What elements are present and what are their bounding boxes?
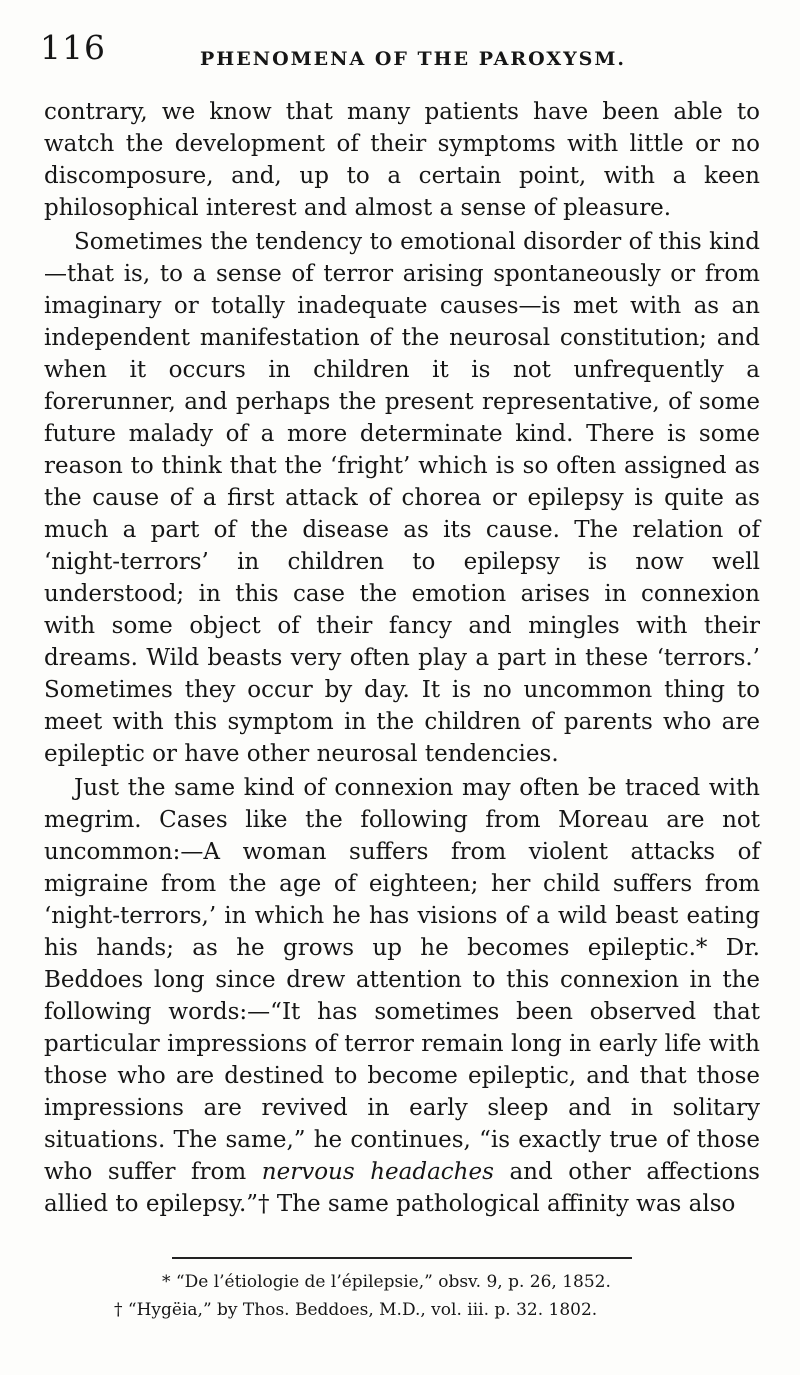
paragraph-text: and other affections allied to epilepsy.”† The same pathological affinity was also bbox=[44, 1159, 760, 1217]
footnote: † “Hygëia,” by Thos. Beddoes, M.D., vol. iii. p. 32. 1802. bbox=[114, 1300, 598, 1320]
running-title: PHENOMENA OF THE PAROXYSM. bbox=[200, 48, 627, 70]
paragraph bbox=[44, 772, 760, 1220]
paragraph-continued: contrary, we know that many patients have been able to watch the development of their symptoms with little or no discomposure, and, up to a certain point, with a keen philosophical interest and almost a sense of pleasure. bbox=[44, 99, 760, 221]
footnote: * “De l’étiologie de l’épilepsie,” obsv. 9, p. 26, 1852. bbox=[162, 1272, 611, 1292]
italic-phrase: nervous headaches bbox=[261, 1159, 494, 1185]
page-header bbox=[40, 28, 760, 78]
footnotes bbox=[100, 1268, 720, 1324]
paragraph: Sometimes the tendency to emotional disorder of this kind—that is, to a sense of terror arising spontaneously or from imaginary or totally inadequate causes—is met with as an independent manifestation of the neurosal constitution; and when it occurs in children it is not unfrequently a forerunner, and perhaps the present representative, of some future malady of a more determinate kind. There is some reason to think that the ‘fright’ which is so often assigned as the cause of a first attack of chorea or epilepsy is quite as much a part of the disease as its cause. The relation of ‘night-terrors’ in children to epilepsy is now well understood; in this case the emotion arises in connexion with some object of their fancy and mingles with their dreams. Wild beasts very often play a part in these ‘terrors.’ Sometimes they occur by day. It is no uncommon thing to meet with this symptom in the children of parents who are epileptic or have other neurosal tendencies. bbox=[44, 229, 760, 767]
page-number: 116 bbox=[40, 28, 106, 67]
body-text bbox=[44, 96, 760, 1222]
paragraph-text: Just the same kind of connexion may often be traced with megrim. Cases like the following from Moreau are not uncommon:—A woman suffers from violent attacks of migraine from the age of eighteen; her child suffers from ‘night-terrors,’ in which he has visions of a wild beast eating his hands; as he grows up he becomes epileptic.* Dr. Beddoes long since drew attention to this connexion in the following words:—“It has sometimes been observed that particular impressions of terror remain long in early life with those who are destined to become epileptic, and that those impressions are revived in early sleep and in solitary situations. The same,” he continues, “is exactly true of those who suffer from bbox=[44, 775, 760, 1185]
footnote-divider bbox=[172, 1257, 632, 1259]
